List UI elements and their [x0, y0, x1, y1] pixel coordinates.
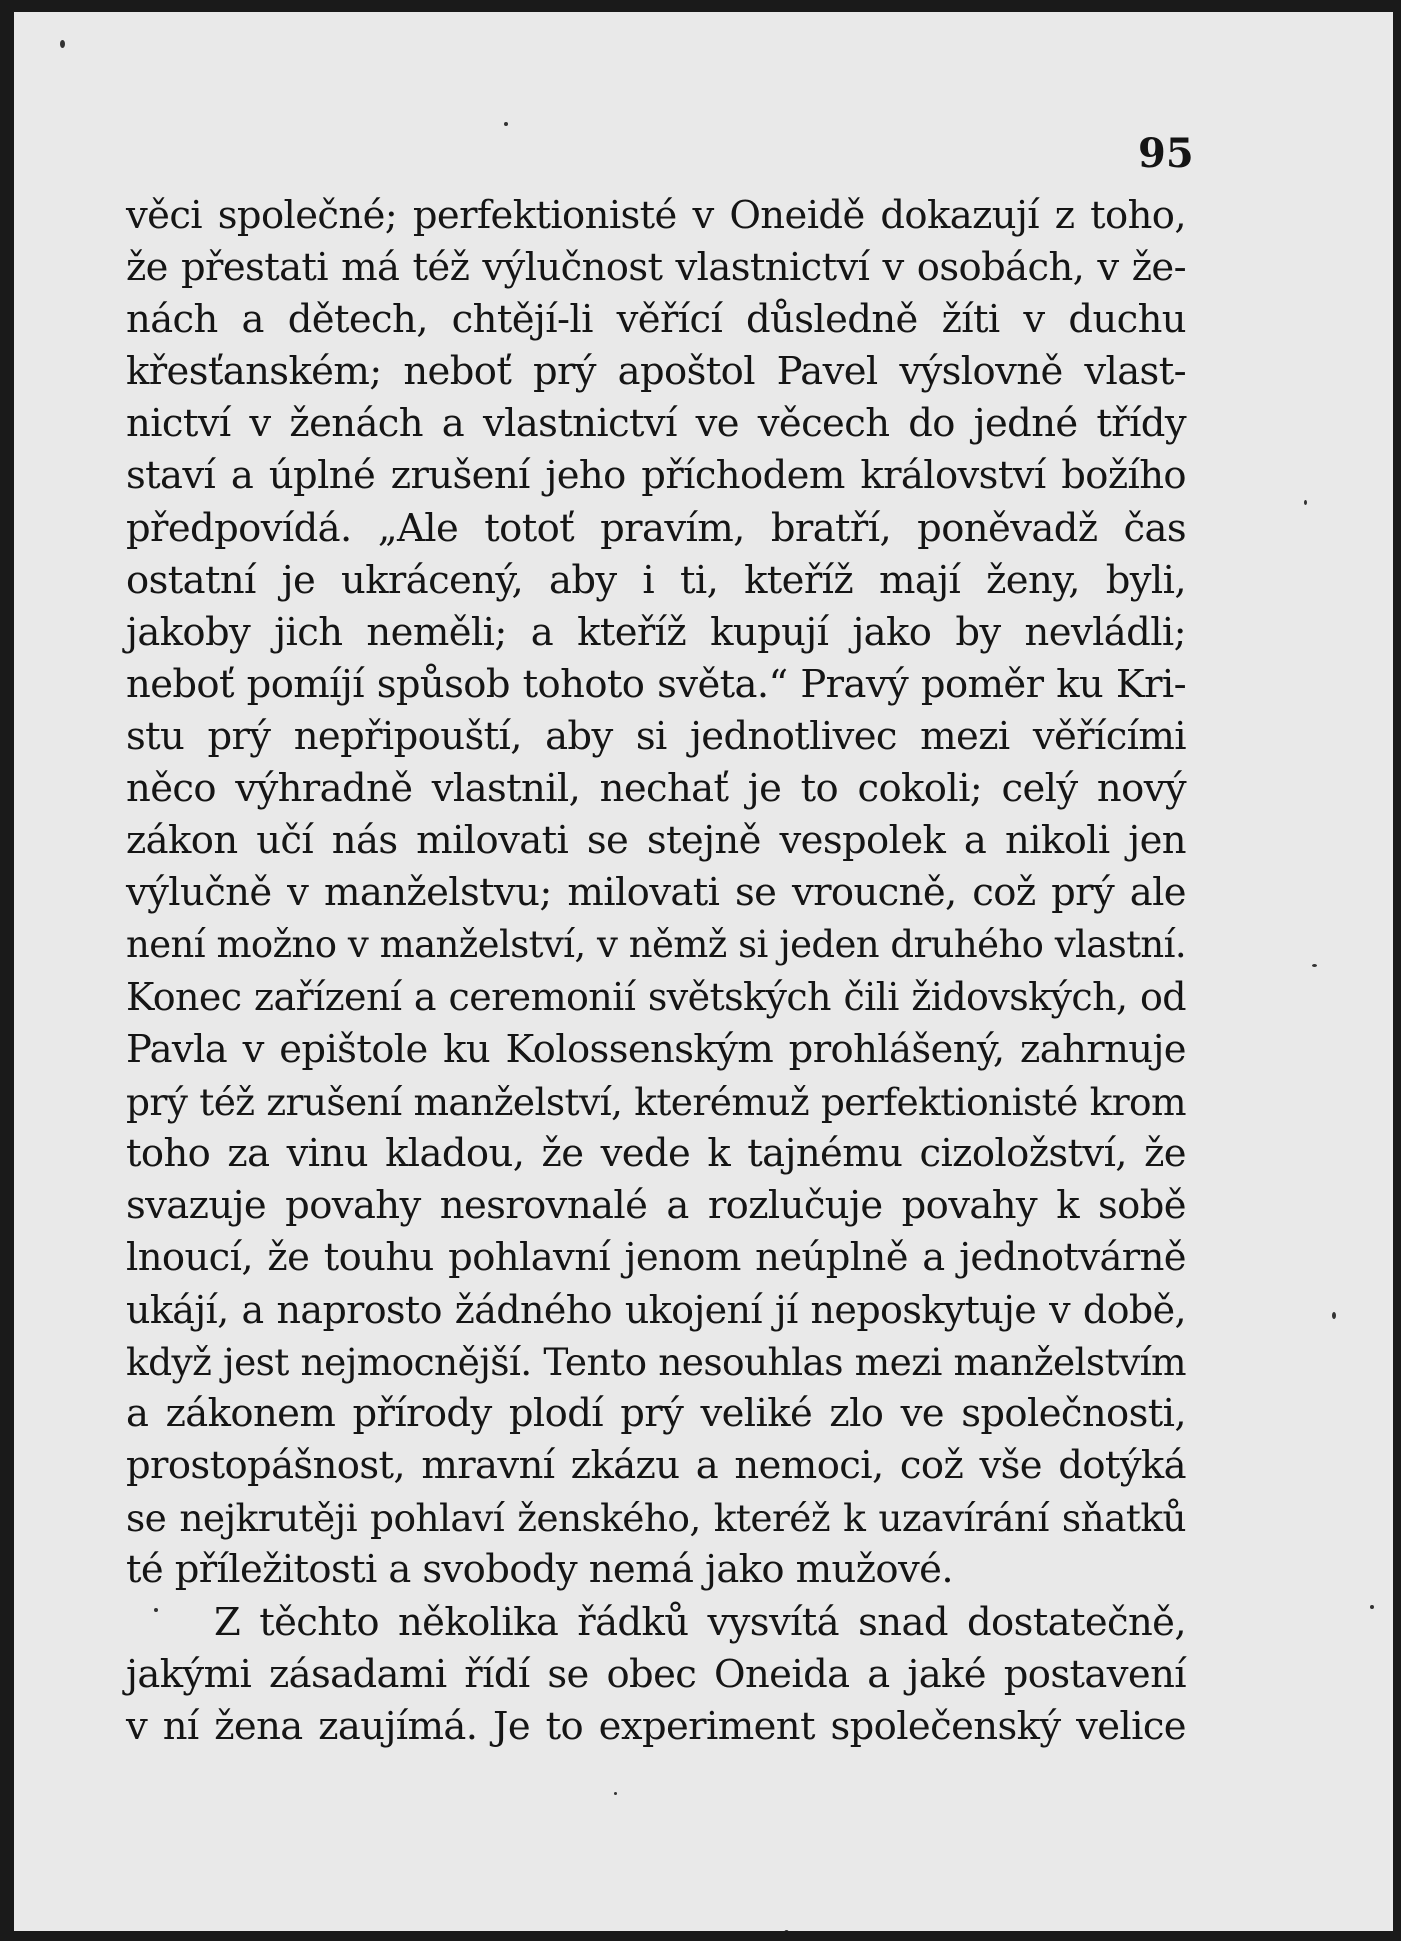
paragraph-end-line: té příležitosti a svobody nemá jako mužové.	[126, 1547, 953, 1593]
text-line: nách a dětech, chtějí-li věřící důsledně žíti v duchu	[126, 297, 1186, 343]
text-line: něco výhradně vlastnil, nechať je to cokoli; celý nový	[126, 766, 1186, 812]
scan-speck	[1312, 964, 1317, 967]
scan-speck	[504, 122, 508, 126]
text-line: Pavla v epištole ku Kolossenským prohlášený, zahrnuje	[126, 1026, 1186, 1072]
text-line: prostopášnost, mravní zkázu a nemoci, což vše dotýká	[126, 1443, 1186, 1489]
scan-speck	[1332, 1312, 1336, 1319]
scan-speck	[154, 1608, 158, 1612]
text-line: ukájí, a naprosto žádného ukojení jí neposkytuje v době,	[126, 1287, 1186, 1332]
text-line: v ní žena zaujímá. Je to experiment společenský velice	[126, 1703, 1186, 1749]
text-line: staví a úplné zrušení jeho příchodem království božího	[126, 453, 1186, 499]
text-line: předpovídá. „Ale totoť pravím, bratří, poněvadž čas	[126, 505, 1186, 551]
text-line: když jest nejmocnější. Tento nesouhlas mezi manželstvím	[126, 1340, 1186, 1385]
text-line: ostatní je ukrácený, aby i ti, kteříž mají ženy, byli,	[126, 557, 1186, 603]
text-line: prý též zrušení manželství, kterémuž perfektionisté krom	[126, 1079, 1186, 1124]
text-line: stu prý nepřipouští, aby si jednotlivec mezi věřícími	[126, 713, 1186, 759]
text-line: toho za vinu kladou, že vede k tajnému cizoložství, že	[126, 1130, 1186, 1176]
text-line: že přestati má též výlučnost vlastnictví v osobách, v že-	[126, 245, 1186, 291]
text-line: nictví v ženách a vlastnictví ve věcech do jedné třídy	[126, 401, 1186, 447]
text-line: neboť pomíjí spůsob tohoto světa.“ Pravý poměr ku Kri-	[126, 661, 1186, 707]
text-line: a zákonem přírody plodí prý veliké zlo ve společnosti,	[126, 1391, 1186, 1437]
text-line: lnoucí, že touhu pohlavní jenom neúplně a jednotvárně	[126, 1234, 1186, 1280]
scan-speck	[1370, 1605, 1374, 1609]
body-text	[126, 190, 1186, 1753]
text-line: není možno v manželství, v němž si jeden druhého vlastní.	[126, 923, 1186, 967]
text-line: svazuje povahy nesrovnalé a rozlučuje povahy k sobě	[126, 1182, 1186, 1228]
text-line: jakoby jich neměli; a kteříž kupují jako by nevládli;	[126, 609, 1186, 655]
page-number: 95	[1138, 130, 1194, 177]
scan-speck	[784, 1930, 789, 1935]
paragraph-start-line: Z těchto několika řádků vysvítá snad dostatečně,	[214, 1599, 1186, 1645]
text-line: věci společné; perfektionisté v Oneidě dokazují z toho,	[126, 193, 1186, 238]
text-line: zákon učí nás milovati se stejně vespolek a nikoli jen	[126, 818, 1186, 864]
scan-speck	[1304, 500, 1307, 505]
scan-speck	[614, 1792, 617, 1795]
text-line: výlučně v manželstvu; milovati se vroucně, což prý ale	[126, 870, 1186, 916]
text-line: jakými zásadami řídí se obec Oneida a jaké postavení	[126, 1651, 1186, 1697]
text-line: se nejkrutěji pohlaví ženského, kteréž k uzavírání sňatků	[126, 1496, 1186, 1541]
text-line: křesťanském; neboť prý apoštol Pavel výslovně vlast-	[126, 349, 1186, 395]
scan-speck	[60, 40, 65, 48]
text-line: Konec zařízení a ceremonií světských čili židovských, od	[126, 975, 1186, 1020]
